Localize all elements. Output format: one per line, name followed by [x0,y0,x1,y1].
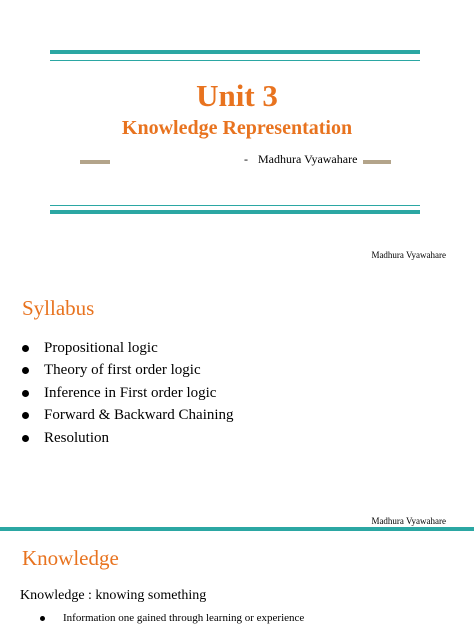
title-bottom-rule-thin [50,205,420,206]
slide3-top-rule [0,527,474,531]
list-item [20,382,234,405]
author-name: Madhura Vyawahare [258,152,358,166]
slide-subtitle: Knowledge Representation [121,117,353,139]
bullet-icon [22,412,29,419]
bullet-icon [40,616,45,621]
bullet-icon [22,390,29,397]
slide3-footer-author: Madhura Vyawahare [371,516,446,526]
list-item-label: Forward & Backward Chaining [44,407,234,424]
knowledge-heading: Knowledge [22,546,119,570]
bullet-icon [22,367,29,374]
title-top-rule-thick [50,50,420,54]
bullet-icon [22,435,29,442]
list-item [20,405,234,428]
list-item [40,612,304,624]
list-item [20,337,234,360]
knowledge-definition: Knowledge : knowing something [20,588,207,603]
title-accent-bar-left [80,160,110,164]
author-line [244,152,357,167]
bullet-icon [22,345,29,352]
list-item-label: Information one gained through learning or experience [63,612,305,624]
syllabus-heading: Syllabus [22,296,95,320]
title-accent-bar-right [363,160,391,164]
author-dash: - [244,152,248,166]
slide-title: Unit 3 [196,78,278,113]
list-item-label: Propositional logic [44,339,158,356]
list-item-label: Inference in First order logic [44,384,217,401]
list-item [20,360,234,383]
syllabus-list [20,337,234,450]
slide2-footer-author: Madhura Vyawahare [371,250,446,260]
title-bottom-rule-thick [50,210,420,214]
list-item-label: Resolution [44,429,110,446]
list-item-label: Theory of first order logic [44,362,201,379]
title-top-rule-thin [50,60,420,61]
list-item [20,427,234,450]
